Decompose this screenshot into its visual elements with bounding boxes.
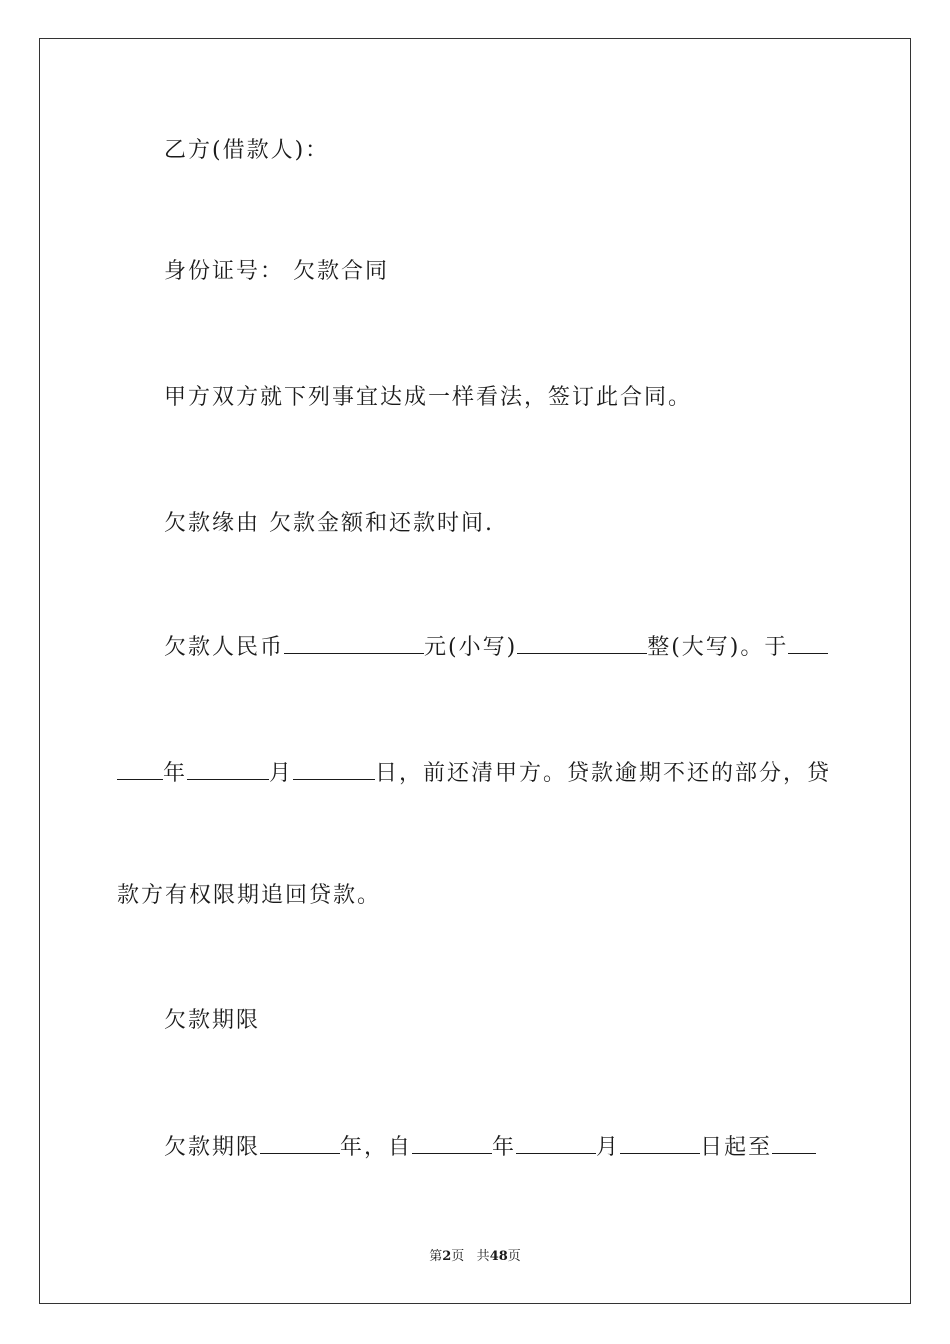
total-pages: 48 (489, 1249, 508, 1264)
term-label: 欠款期限 (164, 1135, 261, 1160)
term-years-blank[interactable] (260, 1133, 340, 1154)
start-year-label: 年 (492, 1135, 517, 1160)
amount-line (117, 633, 880, 662)
start-month-label: 月 (596, 1135, 621, 1160)
start-day-blank[interactable] (620, 1133, 700, 1154)
page-border (39, 38, 911, 1304)
party-b-line: 乙方(借款人)： (164, 138, 330, 163)
repay-text: 日，前还清甲方。贷款逾期不还的部分，贷 (375, 761, 832, 786)
term-line (117, 1133, 880, 1162)
page-suffix: 页 (451, 1249, 465, 1264)
page-prefix: 第 (429, 1249, 443, 1264)
day-blank[interactable] (293, 759, 375, 780)
month-blank[interactable] (187, 759, 269, 780)
amount-small-blank[interactable] (284, 633, 424, 654)
amount-large-blank[interactable] (517, 633, 647, 654)
total-suffix: 页 (507, 1249, 521, 1264)
end-date-blank[interactable] (772, 1133, 816, 1154)
year-blank-start[interactable] (788, 633, 828, 654)
start-year-blank[interactable] (412, 1133, 492, 1154)
term-heading: 欠款期限 (164, 1008, 261, 1033)
amount-small-label: 元(小写) (424, 635, 518, 660)
year-label: 年 (163, 761, 188, 786)
agreement-line: 甲方双方就下列事宜达成一样看法，签订此合同。 (164, 385, 693, 410)
amount-label: 欠款人民币 (164, 635, 285, 660)
month-label: 月 (269, 761, 294, 786)
id-number-line: 身份证号： 欠款合同 (164, 259, 389, 284)
page-footer (0, 1248, 950, 1266)
amount-large-label: 整(大写)。于 (647, 635, 789, 660)
total-prefix: 共 (476, 1249, 490, 1264)
start-day-label: 日起至 (700, 1135, 773, 1160)
reason-line: 欠款缘由 欠款金额和还款时间. (164, 511, 494, 536)
due-date-line (117, 759, 833, 788)
page-number: 2 (442, 1249, 452, 1264)
recover-line: 款方有权限期追回贷款。 (117, 883, 382, 908)
term-from-label: 年，自 (340, 1135, 413, 1160)
start-month-blank[interactable] (516, 1133, 596, 1154)
year-blank-end[interactable] (117, 759, 163, 780)
